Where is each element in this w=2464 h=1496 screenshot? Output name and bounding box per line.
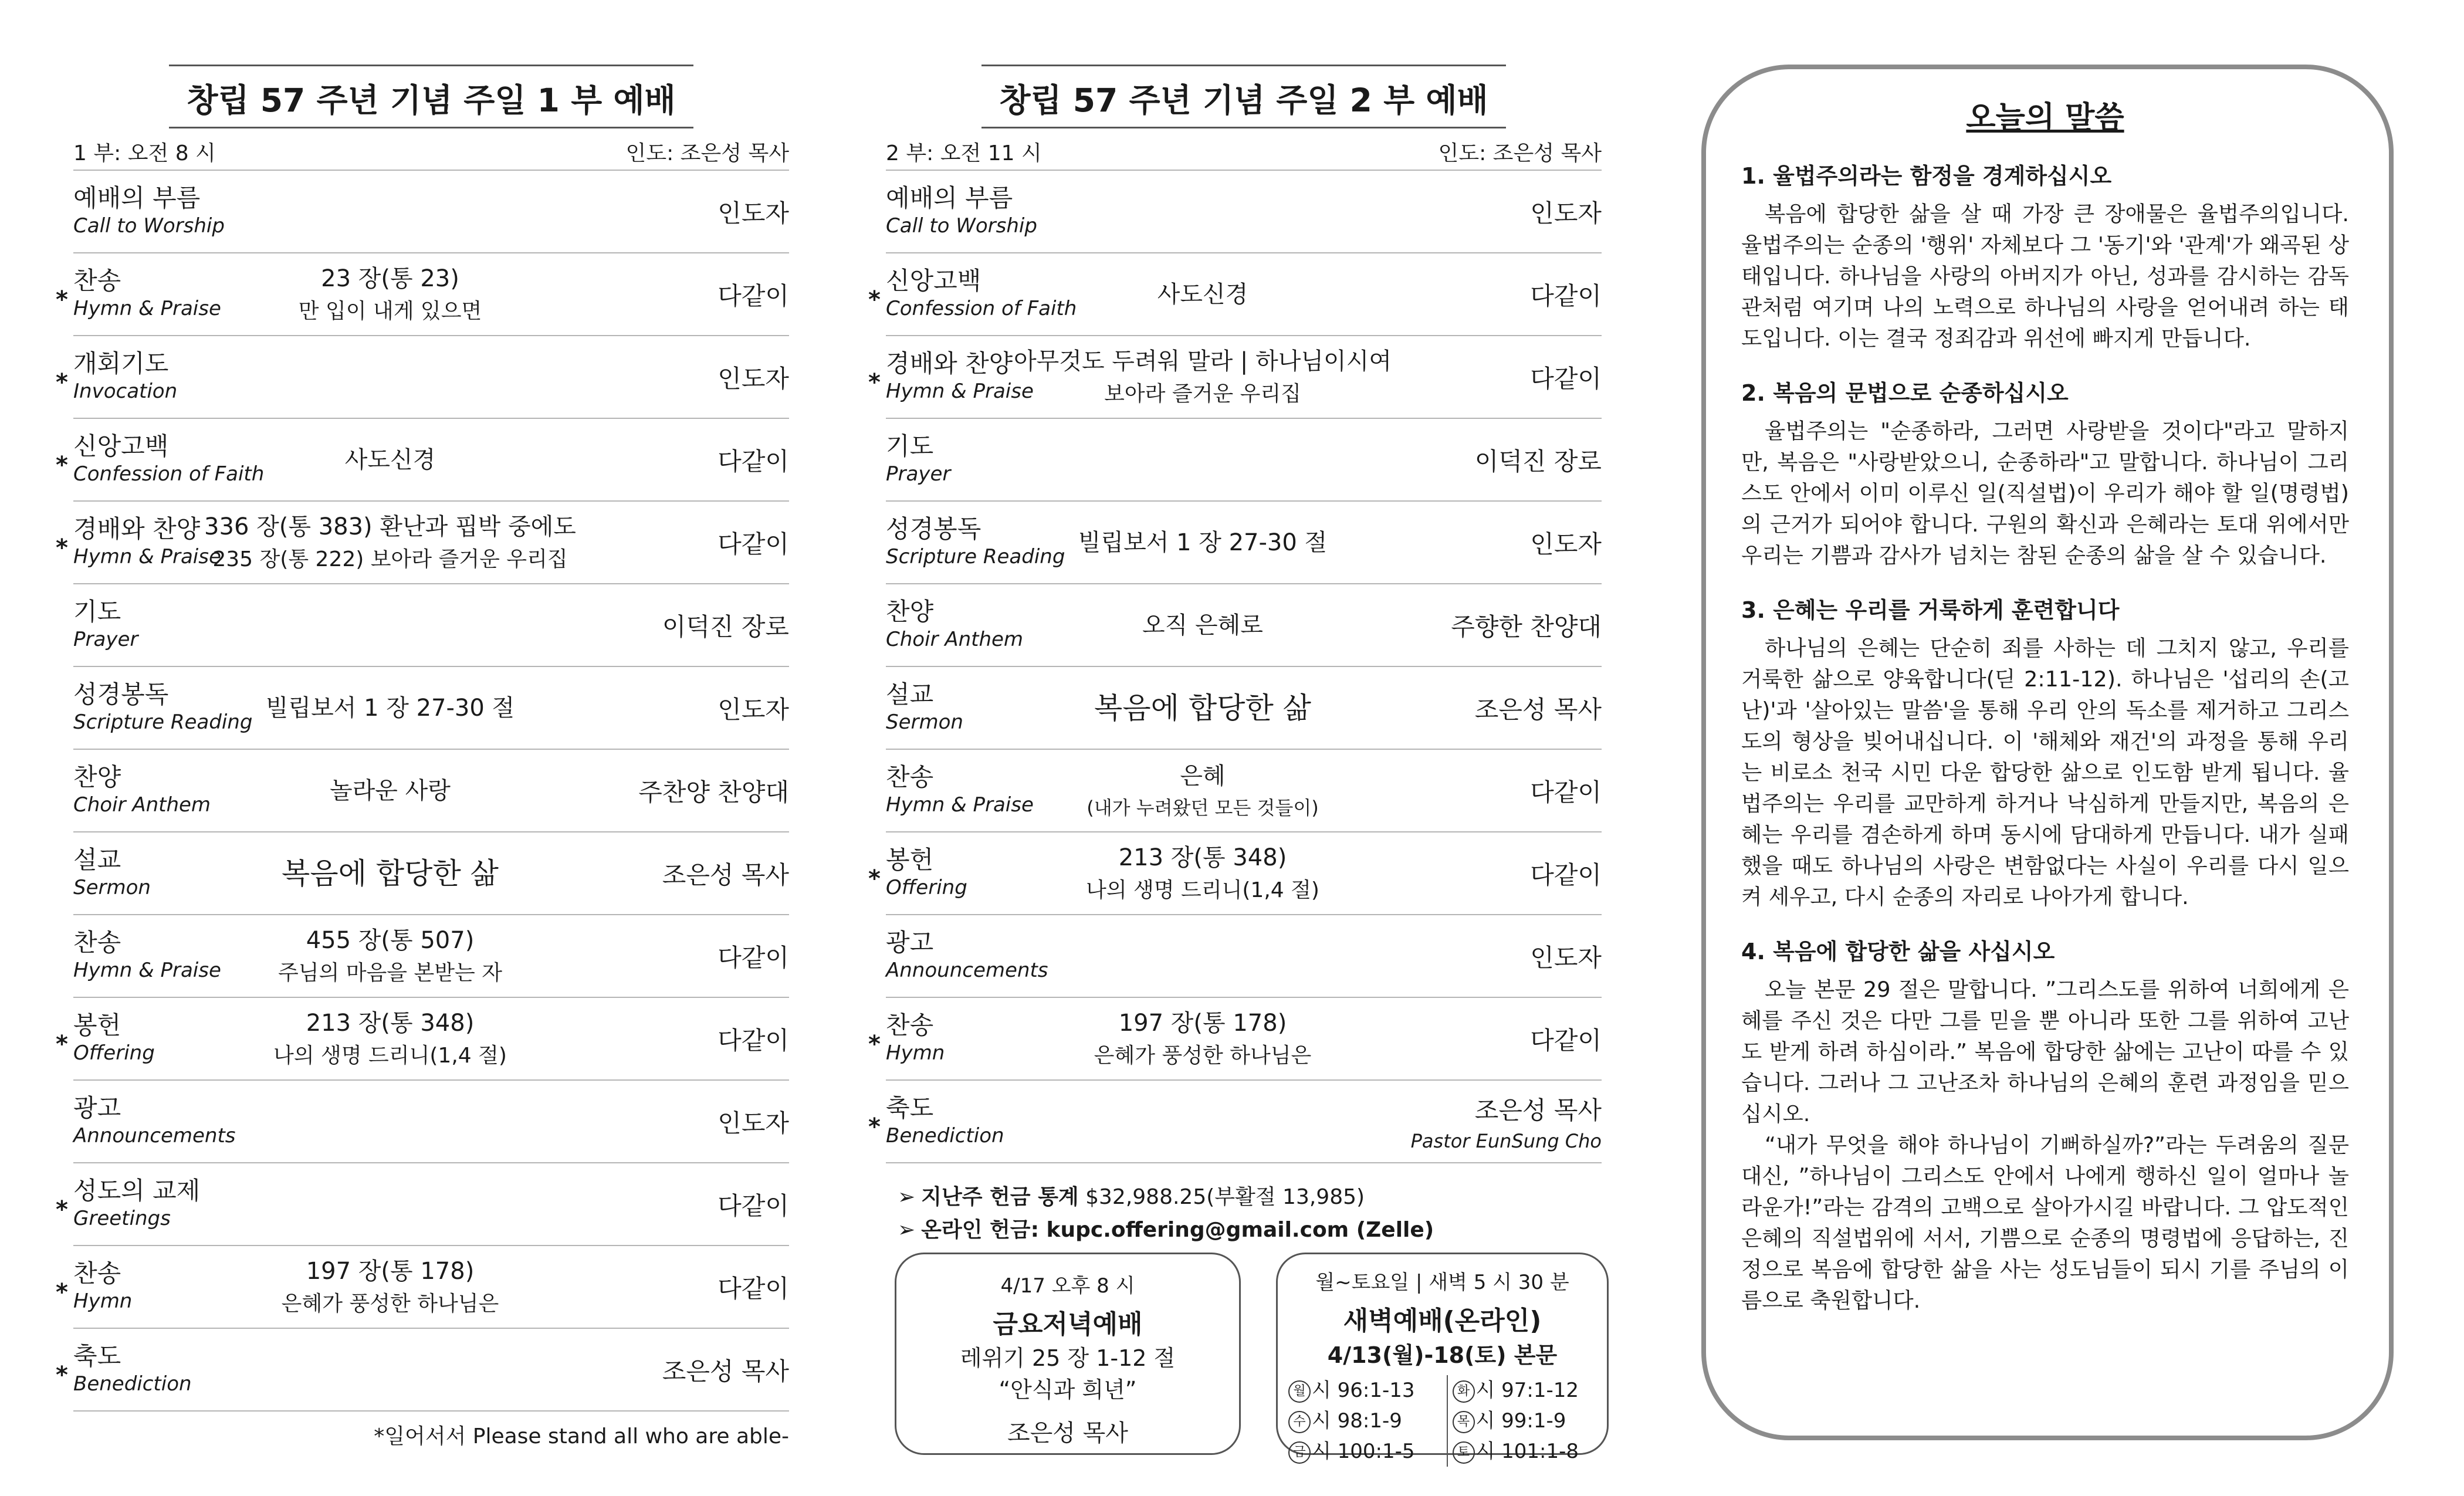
- item-english: Hymn & Praise: [73, 959, 221, 982]
- day-circle-icon: 수: [1288, 1411, 1311, 1433]
- order-row: [56, 1163, 789, 1246]
- item-english: Invocation: [73, 380, 178, 403]
- item-content-sub: 보아라 즐거운 우리집: [1104, 381, 1301, 406]
- order-row: [886, 419, 1602, 502]
- stand-marker: *: [56, 1196, 68, 1223]
- item-content-sub: 나의 생명 드리니(1,4 절): [1086, 878, 1319, 902]
- item-responder-name: 다같이: [1530, 281, 1602, 310]
- item-korean: 설교: [73, 845, 121, 874]
- service1-title: 창립 57 주년 기념 주일 1 부 예배: [169, 65, 693, 128]
- item-english: Offering: [73, 1041, 155, 1065]
- item-content-sub: 주님의 마음을 본받는 자: [277, 960, 503, 985]
- order-row: [56, 336, 789, 419]
- item-responder: [662, 832, 789, 914]
- item-content-main: 사도신경: [1157, 280, 1248, 308]
- order-row: [868, 832, 1602, 915]
- dawn-schedule: 월~토요일 | 새벽 5 시 30 분: [1315, 1271, 1569, 1294]
- item-responder-name: 인도자: [1530, 529, 1602, 559]
- item-responder-name: 조은성 목사: [662, 860, 789, 889]
- order-row: [73, 584, 789, 667]
- item-content-main: 복음에 합당한 삶: [282, 856, 499, 891]
- item-responder-name: 조은성 목사: [1474, 695, 1602, 724]
- item-english: Choir Anthem: [886, 628, 1024, 651]
- arrow-icon: ➢: [898, 1185, 916, 1209]
- friday-service-box: [895, 1253, 1241, 1455]
- item-responder-name: 다같이: [717, 1025, 789, 1055]
- item-english: Hymn & Praise: [886, 380, 1034, 403]
- offering-label: 지난주 헌금 통계: [921, 1185, 1079, 1209]
- reading-text: 시 99:1-9: [1475, 1409, 1566, 1433]
- item-korean: 신앙고백: [73, 432, 169, 461]
- item-korean: 찬양: [886, 597, 934, 626]
- order-row: [886, 750, 1602, 832]
- stand-marker: *: [56, 369, 68, 396]
- day-circle-icon: 화: [1453, 1380, 1475, 1403]
- item-responder-name: 이덕진 장로: [662, 612, 789, 641]
- order-row: [73, 1081, 789, 1163]
- item-english: Prayer: [73, 628, 138, 651]
- order-row: [73, 915, 789, 998]
- stand-marker: *: [56, 1279, 68, 1306]
- section-heading: 1. 율법주의라는 함정을 경계하십시오: [1741, 163, 2112, 189]
- item-responder: [638, 750, 789, 831]
- item-content-sub: 은혜가 풍성한 하나님은: [281, 1291, 499, 1316]
- item-korean: 성경봉독: [73, 680, 169, 709]
- item-content-main: 은혜: [1180, 762, 1226, 790]
- item-content-sub: 나의 생명 드리니(1,4 절): [273, 1043, 507, 1068]
- service1-leader: 인도: 조은성 목사: [625, 141, 789, 165]
- item-responder-name: 다같이: [1530, 777, 1602, 807]
- item-english: Choir Anthem: [73, 793, 211, 817]
- item-responder-name: 다같이: [1530, 860, 1602, 889]
- item-responder: [717, 336, 789, 418]
- order-row: [868, 253, 1602, 336]
- day-circle-icon: 월: [1288, 1380, 1311, 1403]
- item-content: [1003, 336, 1402, 418]
- item-english: Hymn & Praise: [886, 793, 1034, 817]
- stand-marker: *: [56, 1031, 68, 1058]
- item-content-main: 놀라운 사랑: [330, 777, 451, 804]
- item-responder: [717, 998, 789, 1079]
- item-responder: [1475, 667, 1602, 749]
- item-content-main: 빌립보서 1 장 27-30 절: [1078, 529, 1328, 556]
- section-heading: 3. 은혜는 우리를 거룩하게 훈련합니다: [1741, 597, 2120, 623]
- item-responder-name: 인도자: [1530, 198, 1602, 228]
- offering-info: [886, 1181, 1602, 1247]
- item-responder: [1451, 584, 1602, 666]
- item-korean: 축도: [73, 1342, 121, 1370]
- item-korean: 경배와 찬양: [73, 515, 201, 543]
- stand-marker: *: [56, 534, 68, 561]
- service2-order: [868, 65, 1602, 1470]
- item-responder: [717, 1081, 789, 1162]
- item-responder-name: 인도자: [717, 1108, 789, 1138]
- item-english: Confession of Faith: [886, 297, 1077, 320]
- item-english: Announcements: [73, 1124, 236, 1148]
- item-responder: [717, 1246, 789, 1328]
- item-responder-name: 다같이: [717, 446, 789, 476]
- dawn-range: 4/13(월)-18(토) 본문: [1327, 1342, 1558, 1368]
- item-responder-name: 주향한 찬양대: [1451, 612, 1602, 641]
- item-responder-name: 조은성 목사: [1474, 1095, 1602, 1125]
- order-row: [73, 750, 789, 832]
- item-korean: 개회기도: [73, 349, 169, 378]
- item-content: [1003, 998, 1402, 1079]
- item-content: [191, 915, 590, 997]
- item-english: Benediction: [73, 1372, 192, 1396]
- dawn-readings: [1288, 1375, 1607, 1467]
- reading-item: [1448, 1406, 1607, 1436]
- item-korean: 설교: [886, 680, 934, 709]
- item-responder: [1530, 502, 1602, 583]
- online-offering: [898, 1214, 1602, 1247]
- stand-marker: *: [868, 1113, 881, 1140]
- item-responder-english: Pastor EunSung Cho: [1410, 1129, 1602, 1152]
- item-english: Confession of Faith: [73, 462, 265, 486]
- section-paragraph: “내가 무엇을 해야 하나님이 기뻐하실까?”라는 두려움의 질문 대신, ”하나님이 그리스도 안에서 나에게 행하신 일이 얼마나 놀라운가!”라는 감격의 고백으로 살아가시길 바랍니다. 그 압도적인 은혜의 직설법위에 서서, 기쁨으로 순종의 명령법에 응답하는, 진정으로 복음에 합당한 삶을 사는 성도님들이 되시 기를 주님의 이름으로 축원합니다.: [1741, 1132, 2349, 1313]
- item-responder: [1530, 171, 1602, 252]
- friday-subtitle: “안식과 희년”: [999, 1377, 1137, 1403]
- item-responder: [717, 253, 789, 335]
- item-english: Hymn & Praise: [73, 297, 221, 320]
- item-content-sub: 235 장(통 222) 보아라 즐거운 우리집: [212, 547, 568, 571]
- item-responder: [717, 502, 789, 583]
- friday-passage: 레위기 25 장 1-12 절: [960, 1345, 1176, 1371]
- item-responder: [1530, 915, 1602, 997]
- item-korean: 성경봉독: [886, 515, 981, 543]
- word-title: 오늘의 말씀: [1966, 100, 2124, 136]
- order-row: [886, 667, 1602, 750]
- item-responder-name: 인도자: [1530, 943, 1602, 972]
- item-korean: 예배의 부름: [886, 184, 1013, 212]
- order-row: [886, 502, 1602, 584]
- item-content: [191, 253, 590, 335]
- stand-marker: *: [868, 1031, 881, 1058]
- item-content: [1003, 253, 1402, 335]
- reading-item: [1288, 1436, 1448, 1467]
- item-responder-name: 다같이: [1530, 364, 1602, 393]
- item-korean: 기도: [73, 597, 121, 626]
- service2-meta: [886, 137, 1602, 171]
- stand-marker: *: [56, 452, 68, 479]
- item-content-main: 336 장(통 383) 환난과 핍박 중에도: [204, 513, 576, 540]
- item-responder: [662, 584, 789, 666]
- item-content-sub: (내가 누려왔던 모든 것들이): [1087, 796, 1319, 819]
- stand-footnote: *일어서서 Please stand all who are able-: [374, 1424, 789, 1448]
- item-responder-name: 다같이: [717, 1191, 789, 1220]
- item-responder-name: 조은성 목사: [662, 1356, 789, 1386]
- item-english: Hymn: [886, 1041, 945, 1065]
- item-content-main: 197 장(통 178): [306, 1257, 475, 1285]
- item-english: Hymn: [73, 1289, 133, 1313]
- item-content-sub: 만 입이 내게 있으면: [298, 299, 482, 323]
- reading-item: [1288, 1406, 1448, 1436]
- item-content-main: 오직 은혜로: [1142, 611, 1263, 639]
- item-responder: [1530, 750, 1602, 831]
- item-korean: 찬송: [886, 1011, 934, 1040]
- service1-time: 1 부: 오전 8 시: [73, 141, 216, 165]
- item-content-main: 빌립보서 1 장 27-30 절: [265, 694, 515, 722]
- item-content-main: 213 장(통 348): [1118, 844, 1287, 871]
- item-content: [1003, 750, 1402, 831]
- item-content: [191, 502, 590, 583]
- item-english: Call to Worship: [886, 214, 1037, 238]
- item-content-main: 197 장(통 178): [1118, 1009, 1287, 1037]
- item-responder: [1411, 1081, 1602, 1162]
- reading-text: 시 101:1-8: [1475, 1440, 1579, 1463]
- order-row: [868, 1081, 1602, 1163]
- item-content: [191, 667, 590, 749]
- item-english: Announcements: [886, 959, 1048, 982]
- item-content-sub: 은혜가 풍성한 하나님은: [1094, 1043, 1312, 1068]
- day-circle-icon: 목: [1453, 1411, 1475, 1433]
- service1-order: [56, 65, 789, 1450]
- online-offering-label: 온라인 헌금: kupc.offering@gmail.com (Zelle): [921, 1218, 1434, 1242]
- item-content: [1003, 502, 1402, 583]
- item-responder-name: 다같이: [717, 1274, 789, 1303]
- item-english: Call to Worship: [73, 214, 225, 238]
- day-circle-icon: 토: [1453, 1441, 1475, 1464]
- item-responder: [1530, 253, 1602, 335]
- item-responder: [662, 1329, 789, 1410]
- item-korean: 찬송: [73, 928, 121, 957]
- item-responder-name: 인도자: [717, 198, 789, 228]
- item-english: Sermon: [886, 710, 963, 734]
- order-row: [56, 998, 789, 1081]
- item-content: [191, 419, 590, 500]
- item-korean: 찬양: [73, 763, 121, 791]
- stand-marker: *: [56, 286, 68, 313]
- friday-speaker: 조은성 목사: [1007, 1420, 1128, 1447]
- reading-text: 시 97:1-12: [1475, 1379, 1579, 1402]
- day-circle-icon: 금: [1288, 1441, 1311, 1464]
- item-korean: 신앙고백: [886, 266, 981, 295]
- item-content: [1003, 584, 1402, 666]
- service2-leader: 인도: 조은성 목사: [1438, 141, 1602, 165]
- item-content-main: 사도신경: [344, 446, 436, 473]
- stand-marker: *: [868, 865, 881, 892]
- item-korean: 성도의 교제: [73, 1176, 201, 1205]
- item-content: [191, 750, 590, 831]
- item-responder: [717, 915, 789, 997]
- order-row: [56, 1329, 789, 1412]
- order-row: [868, 998, 1602, 1081]
- offering-stats: [898, 1181, 1602, 1214]
- item-korean: 찬송: [73, 266, 121, 295]
- friday-time: 4/17 오후 8 시: [1000, 1274, 1135, 1298]
- order-row: [868, 336, 1602, 419]
- item-content-main: 복음에 합당한 삶: [1094, 691, 1311, 725]
- item-responder: [1530, 998, 1602, 1079]
- reading-item: [1448, 1436, 1607, 1467]
- item-responder-name: 인도자: [717, 364, 789, 393]
- item-responder-name: 다같이: [717, 281, 789, 310]
- item-responder-name: 이덕진 장로: [1474, 446, 1602, 476]
- event-boxes: [886, 1253, 1602, 1470]
- item-korean: 광고: [886, 928, 934, 957]
- item-content: [191, 998, 590, 1079]
- item-content-main: 213 장(통 348): [306, 1009, 475, 1037]
- item-english: Greetings: [73, 1207, 171, 1230]
- todays-word-panel: [1701, 65, 2394, 1440]
- order-row: [56, 253, 789, 336]
- stand-marker: *: [56, 1362, 68, 1389]
- item-english: Benediction: [886, 1124, 1004, 1148]
- item-korean: 찬송: [73, 1259, 121, 1288]
- item-responder: [1530, 832, 1602, 914]
- item-responder-name: 주찬양 찬양대: [638, 777, 789, 807]
- section-paragraph: 복음에 합당한 삶을 살 때 가장 큰 장애물은 율법주의입니다. 율법주의는 순종의 '행위' 자체보다 그 '동기'와 '관계'가 왜곡된 상태입니다. 하나님을 사랑의 아버지가 아닌, 성과를 감시하는 감독관처럼 여기며 나의 노력으로 하나님의 사랑을 얻어내려 하는 태도입니다. 이는 결국 정죄감과 위선에 빠지게 만듭니다.: [1741, 201, 2349, 351]
- order-row: [73, 832, 789, 915]
- reading-item: [1448, 1375, 1607, 1406]
- arrow-icon: ➢: [898, 1218, 916, 1242]
- dawn-service-box: [1276, 1253, 1609, 1463]
- reading-text: 시 96:1-13: [1312, 1379, 1415, 1402]
- item-content-main: 23 장(통 23): [321, 265, 459, 292]
- section-paragraph: 하나님의 은혜는 단순히 죄를 사하는 데 그치지 않고, 우리를 거룩한 삶으로 양육합니다(딛 2:11-12). 하나님은 '섭리의 손(고난)'과 '살아있는 말씀'을 통해 우리 안의 독소를 제거하고 그리스도의 형상을 빚어내십니다. 이 '해체와 재건'의 과정을 통해 우리는 비로소 천국 시민 다운 합당한 삶으로 인도함 받게 됩니다. 율법주의는 우리를 교만하게 하거나 낙심하게 만들지만, 복음의 은혜는 우리를 겸손하게 하며 동시에 담대하게 만듭니다. 내가 실패했을 때도 하나님의 사랑은 변함없다는 사실이 우리를 다시 일으켜 세우고, 다시 순종의 자리로 나아가게 합니다.: [1741, 635, 2349, 909]
- item-responder: [717, 171, 789, 252]
- item-responder: [717, 667, 789, 749]
- item-korean: 봉헌: [73, 1011, 121, 1040]
- item-content: [191, 832, 590, 914]
- friday-title: 금요저녁예배: [993, 1309, 1143, 1339]
- section-heading: 4. 복음에 합당한 삶을 사십시오: [1741, 939, 2055, 964]
- item-korean: 찬송: [886, 763, 934, 791]
- item-responder-name: 다같이: [717, 529, 789, 559]
- item-content-main: 455 장(통 507): [306, 926, 475, 954]
- item-korean: 경배와 찬양: [886, 349, 1013, 378]
- reading-text: 시 98:1-9: [1312, 1409, 1402, 1433]
- service2-title: 창립 57 주년 기념 주일 2 부 예배: [981, 65, 1505, 128]
- word-body: [1741, 158, 2349, 1316]
- order-row: [886, 171, 1602, 253]
- order-row: [886, 915, 1602, 998]
- service2-time: 2 부: 오전 11 시: [886, 141, 1042, 165]
- item-content-main: 아무것도 두려워 말라 | 하나님이시여: [1014, 347, 1392, 375]
- stand-marker: *: [868, 286, 881, 313]
- order-row: [886, 584, 1602, 667]
- item-english: Offering: [886, 876, 967, 899]
- item-english: Prayer: [886, 462, 951, 486]
- item-korean: 예배의 부름: [73, 184, 201, 212]
- item-korean: 기도: [886, 432, 934, 461]
- service1-meta: [73, 137, 789, 171]
- item-english: Scripture Reading: [73, 710, 253, 734]
- offering-value: $32,988.25(부활절 13,985): [1078, 1185, 1365, 1209]
- order-row: [56, 502, 789, 584]
- item-responder: [717, 1163, 789, 1245]
- item-english: Hymn & Praise: [73, 545, 221, 568]
- stand-marker: *: [868, 369, 881, 396]
- service2-rows: [868, 171, 1602, 1163]
- item-content: [1003, 667, 1402, 749]
- item-responder-name: 다같이: [717, 943, 789, 972]
- dawn-title: 새벽예배(온라인): [1343, 1306, 1542, 1336]
- order-row: [56, 419, 789, 502]
- item-english: Sermon: [73, 876, 151, 899]
- section-paragraph: 율법주의는 "순종하라, 그러면 사랑받을 것이다"라고 말하지만, 복음은 "사랑받았으니, 순종하라"고 말합니다. 하나님이 그리스도 안에서 이미 이루신 일(직설법)이 우리가 해야 할 일(명령법)의 근거가 되어야 합니다. 구원의 확신과 은혜라는 토대 위에서만 우리는 기쁨과 감사가 넘치는 참된 순종의 삶을 살 수 있습니다.: [1741, 418, 2349, 568]
- item-responder-name: 다같이: [1530, 1025, 1602, 1055]
- item-content: [191, 1246, 590, 1328]
- item-korean: 봉헌: [886, 845, 934, 874]
- service1-rows: [56, 171, 789, 1412]
- order-row: [73, 171, 789, 253]
- item-responder: [717, 419, 789, 500]
- item-responder: [1475, 419, 1602, 500]
- reading-text: 시 100:1-5: [1312, 1440, 1415, 1463]
- item-responder-name: 인도자: [717, 695, 789, 724]
- order-row: [73, 667, 789, 750]
- reading-item: [1288, 1375, 1448, 1406]
- item-korean: 축도: [886, 1094, 934, 1122]
- item-responder: [1530, 336, 1602, 418]
- section-paragraph: 오늘 본문 29 절은 말합니다. ”그리스도를 위하여 너희에게 은혜를 주신 것은 다만 그를 믿을 뿐 아니라 또한 그를 위하여 고난도 받게 하려 하심이라.” 복음에 합당한 삶에는 고난이 따를 수 있습니다. 그러나 그 고난조차 하나님의 은혜의 훈련 과정임을 믿으십시오.: [1741, 977, 2349, 1126]
- order-row: [56, 1246, 789, 1329]
- item-english: Scripture Reading: [886, 545, 1065, 568]
- item-korean: 광고: [73, 1094, 121, 1122]
- item-content: [1003, 832, 1402, 914]
- section-heading: 2. 복음의 문법으로 순종하십시오: [1741, 380, 2069, 406]
